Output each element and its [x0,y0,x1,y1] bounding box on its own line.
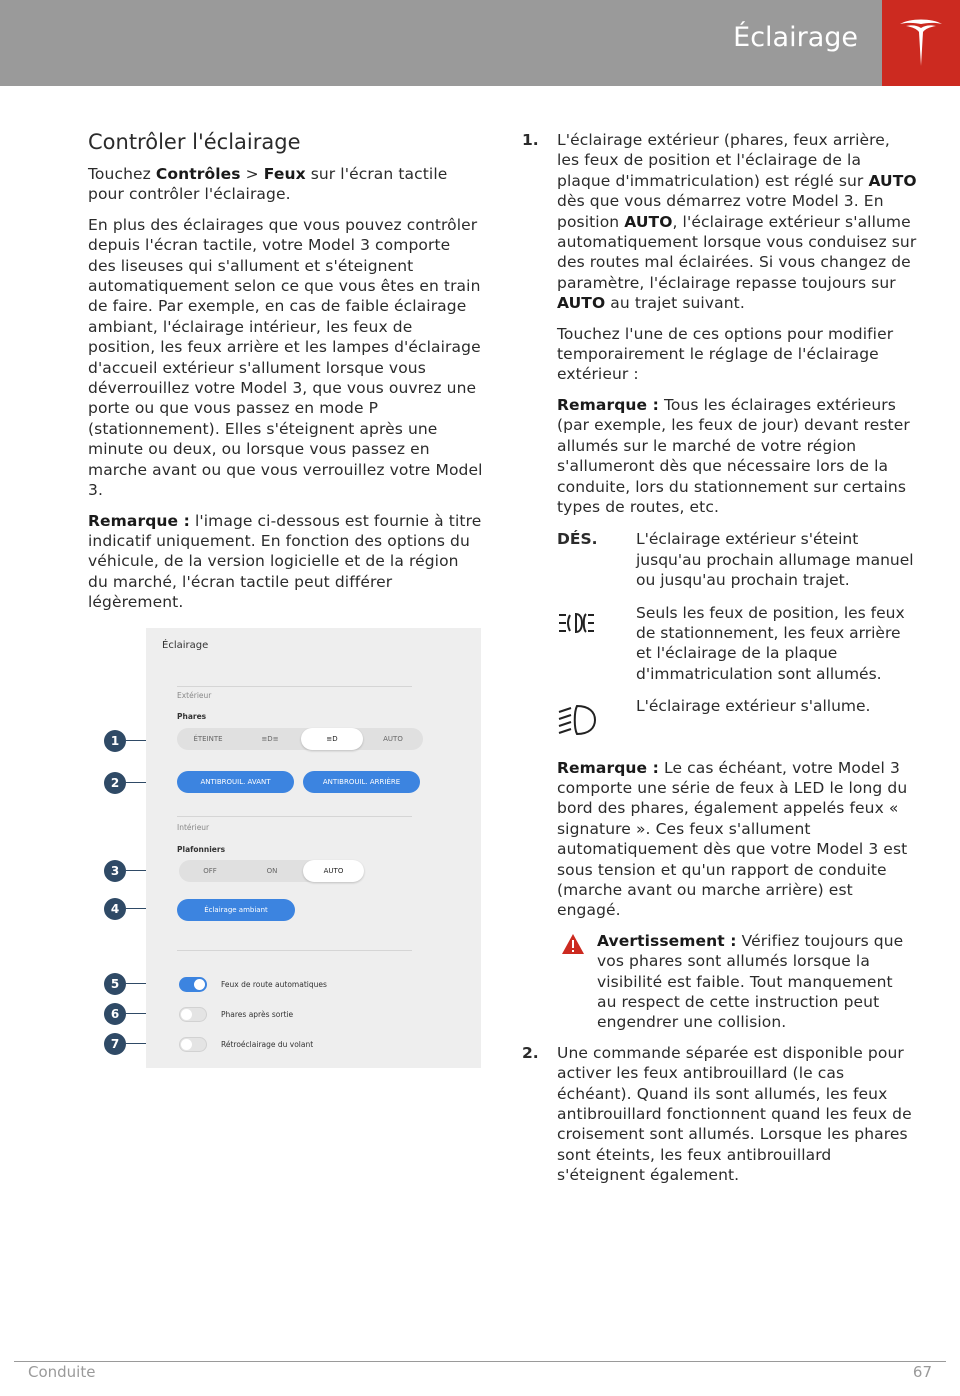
left-column [88,130,483,623]
note-paragraph [557,395,917,517]
list-number-2: 2. [522,1043,539,1062]
intro-paragraph [88,164,483,205]
headlights-selector[interactable] [177,728,423,750]
item1-c: , l'éclairage extérieur s'allume automatiquement lorsque vous conduisez sur des routes mal éclairées. Si vous changez de paramètre, l'éclairage repasse toujours sur [557,212,917,292]
lights-term: Feux [263,165,306,183]
option-on-description: L'éclairage extérieur s'allume. [636,697,871,716]
headlights-after-exit-toggle[interactable] [179,1007,207,1022]
ambient-lighting-button[interactable]: Éclairage ambiant [177,899,295,921]
intro-sep: > [240,165,264,183]
steering-backlight-toggle[interactable] [179,1037,207,1052]
warning-text: Vérifiez toujours que vos phares sont allumés lorsque la visibilité est faible. Tout manquement au respect de cette instruction peut engendrer une collision. [597,931,904,1032]
callout-line [126,983,146,984]
list-number-1: 1. [522,131,539,149]
page-header [0,0,960,86]
front-fog-button[interactable]: ANTIBROUIL. AVANT [177,771,294,793]
steering-backlight-label: Rétroéclairage du volant [221,1040,314,1049]
callout-line [126,782,146,783]
callout-line [126,1013,146,1014]
callout-line [126,1043,146,1044]
lights-paragraph: En plus des éclairages que vous pouvez contrôler depuis l'écran tactile, votre Model 3 comporte des liseuses qui s'allument et s'éteignent automatiquement selon ce que vous êtes en train de faire. Par exemple, en cas de faible éclairage ambiant, l'éclairage intérieur, les feux de position, les feux arrière et les lampes d'éclairage d'accueil extérieur s'allument lorsque vous déverrouillez votre Model 3, que vous ouvrez une porte ou que vous passez en mode P (stationnement). Elles s'éteignent après une minute ou deux, ou lorsque vous passez en marche avant ou que vous verrouillez votre Model 3. [88,215,483,500]
option-parking-key [557,603,636,685]
footer-divider [14,1361,946,1362]
low-beam-option[interactable]: ≡D [301,728,363,750]
parking-lights-icon [557,603,595,643]
logo-box [882,0,960,86]
headlights-label: Phares [177,712,207,721]
list-item-2 [522,1043,917,1186]
lighting-options-table [557,529,917,745]
note-text: Tous les éclairages extérieurs (par exemple, les feux de jour) devant rester allumés sur le marché de votre région s'allumeront dès que nécessaire lors de la conduite, lors du stationnement sur certains types de routes, etc. [557,395,910,516]
item1-d: au trajet suivant. [605,294,745,313]
dome-auto-option[interactable]: AUTO [303,860,364,882]
callout-1: 1 [104,730,126,752]
headlights-auto-option[interactable]: AUTO [383,735,403,743]
callout-4: 4 [104,898,126,920]
warning-block [557,931,917,1033]
fog-lights-paragraph: Une commande séparée est disponible pour activer les feux antibrouillard (le cas échéant). Quand ils sont allumés, les feux antibrouillard fonctionnent quand les feux de croisement sont allumés. Lorsque les phares sont éteints, les feux antibrouillard s'éteignent également. [557,1043,912,1185]
item1-b: dès que vous démarrez votre Model 3. En position [557,192,884,231]
dome-lights-selector[interactable] [179,860,364,882]
option-row-off [557,529,917,590]
header-title: Éclairage [733,22,858,53]
callout-5: 5 [104,973,126,995]
auto-high-beam-label: Feux de route automatiques [221,980,327,989]
callout-3: 3 [104,860,126,882]
note-paragraph [88,511,483,613]
signature-lights-note [557,758,917,921]
option-off-description: L'éclairage extérieur s'éteint jusqu'au prochain allumage manuel ou jusqu'au prochain trajet. [636,530,914,590]
auto-high-beam-toggle[interactable] [179,977,207,992]
auto-term: AUTO [868,171,917,190]
controls-term: Contrôles [155,165,241,183]
headlights-after-exit-label: Phares après sortie [221,1010,294,1019]
dome-off-option[interactable]: OFF [203,867,217,875]
intro-post: sur l'écran tactile pour contrôler l'éclairage. [88,165,448,204]
callout-line [126,908,146,909]
touch-options-paragraph: Touchez l'une de ces options pour modifier temporairement le réglage de l'éclairage extérieur : [557,324,894,384]
note-label: Remarque : [557,395,659,414]
note-text: Le cas échéant, votre Model 3 comporte une série de feux à LED le long du bord des phares, également appelés feux « signature ». Ces feux s'allument automatiquement dès que votre Model 3 est sous tension et qu'un rapport de conduite (marche avant ou marche arrière) est engagé. [557,758,908,920]
exterior-heading: Extérieur [177,691,212,700]
divider [177,950,412,951]
callout-line [126,870,146,871]
callout-7: 7 [104,1033,126,1055]
note-text: l'image ci-dessous est fournie à titre indicatif uniquement. En fonction des options du véhicule, de la version logicielle et de la région du marché, l'écran tactile peut différer légèrement. [88,511,482,612]
callout-2: 2 [104,772,126,794]
headlights-off-option[interactable]: ÉTEINTE [193,735,223,743]
auto-term: AUTO [557,294,606,313]
option-row-parking [557,603,917,685]
note-label: Remarque : [88,511,190,530]
note-label: Remarque : [557,758,659,777]
warning-paragraph [597,931,917,1033]
intro-pre: Touchez [88,165,156,183]
interior-heading: Intérieur [177,823,210,832]
rear-fog-button[interactable]: ANTIBROUIL. ARRIÈRE [303,771,420,793]
right-column [522,130,917,1196]
figure-title: Éclairage [162,640,209,651]
page-number: 67 [912,1363,932,1381]
auto-lighting-paragraph [557,130,917,314]
section-title: Contrôler l'éclairage [88,130,301,154]
tesla-logo-icon [898,16,944,70]
warning-label: Avertissement : [597,931,737,950]
footer-section: Conduite [28,1363,96,1381]
auto-term: AUTO [624,212,673,231]
divider [177,686,412,687]
option-row-on [557,696,917,745]
item1-a: L'éclairage extérieur (phares, feux arrière, les feux de position et l'éclairage de la plaque d'immatriculation) est réglé sur [557,131,890,190]
option-off-key: DÉS. [557,530,598,549]
callout-6: 6 [104,1003,126,1025]
divider [177,816,412,817]
parking-lights-option[interactable]: ≡D≡ [261,735,279,743]
option-parking-description: Seuls les feux de position, les feux de stationnement, les feux arrière et l'éclairage de la plaque d'immatriculation sont allumés. [636,603,905,683]
dome-lights-label: Plafonniers [177,845,226,854]
list-item-1 [522,130,917,1033]
warning-icon [561,933,585,955]
lighting-screen-figure [146,628,481,1068]
option-on-key [557,696,636,745]
dome-on-option[interactable]: ON [266,867,278,875]
low-beam-icon [557,696,599,740]
callout-line [126,740,146,741]
